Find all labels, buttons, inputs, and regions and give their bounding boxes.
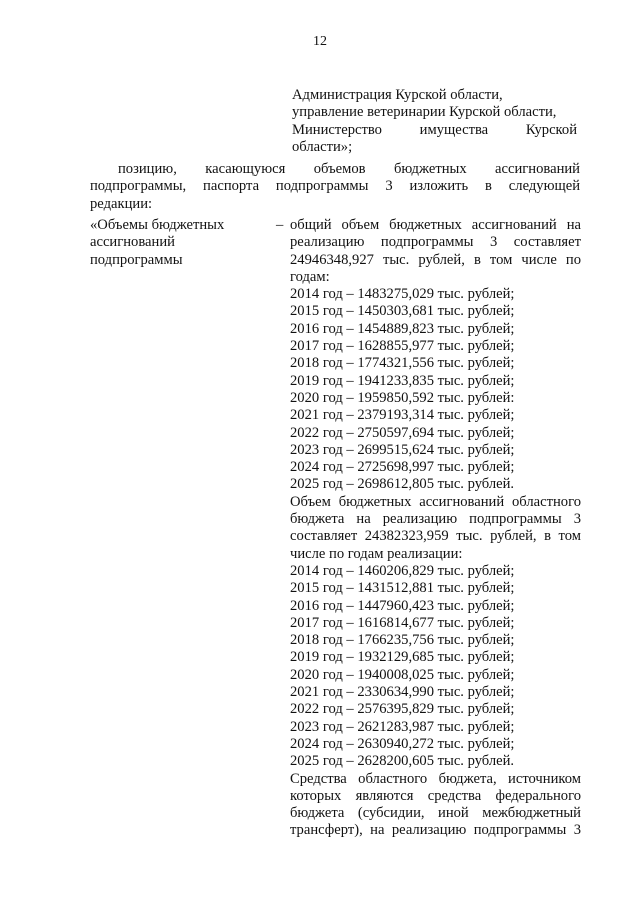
text-line: общий объем бюджетных ассигнований на	[290, 217, 581, 233]
year-label: 2021 год –	[290, 407, 354, 424]
year-amount-row	[290, 407, 581, 424]
year-amount-row	[290, 736, 581, 753]
amount-value: 2725698,997 тыс. рублей;	[353, 459, 515, 476]
year-label: 2025 год –	[290, 753, 354, 770]
year-amount-row	[290, 303, 581, 320]
amount-value: 2630940,272 тыс. рублей;	[353, 735, 515, 752]
year-label: 2016 год –	[290, 320, 354, 337]
text-line: подпрограммы, паспорта подпрограммы 3 изложить в следующей	[90, 178, 580, 195]
amount-value: 1959850,592 тыс. рублей:	[353, 389, 515, 406]
year-amount-row	[290, 684, 581, 701]
text-line: бюджета (субсидии, иной межбюджетный	[290, 805, 581, 822]
year-amount-row	[290, 390, 581, 407]
amount-value: 1941233,835 тыс. рублей;	[353, 372, 515, 389]
year-label: 2015 год –	[290, 303, 354, 320]
year-label: 2024 год –	[290, 735, 354, 752]
year-amount-row	[290, 338, 581, 355]
year-label: 2016 год –	[290, 597, 354, 614]
amount-value: 2621283,987 тыс. рублей;	[353, 718, 515, 735]
year-amount-row	[290, 719, 581, 736]
year-amount-row	[290, 459, 581, 476]
text-line: 24946348,927 тыс. рублей, в том числе по	[290, 251, 581, 268]
amount-value: 1450303,681 тыс. рублей;	[353, 303, 515, 320]
year-amount-row	[290, 425, 581, 442]
year-amount-row	[290, 442, 581, 459]
amount-value: 2330634,990 тыс. рублей;	[353, 684, 515, 701]
text-line: редакции:	[90, 195, 153, 212]
text-line: Администрация Курской области,	[292, 87, 503, 103]
year-label: 2022 год –	[290, 701, 354, 718]
text-line: годам:	[290, 268, 330, 285]
text-line: Объем бюджетных ассигнований областного	[290, 493, 581, 510]
text-line: составляет 24382323,959 тыс. рублей, в том	[290, 528, 581, 545]
amount-value: 1628855,977 тыс. рублей;	[353, 338, 515, 355]
amount-value: 2628200,605 тыс. рублей.	[353, 753, 515, 770]
year-amount-row	[290, 701, 581, 718]
year-label: 2019 год –	[290, 649, 354, 666]
responsible-executors-block	[292, 87, 577, 156]
year-amount-row	[290, 286, 581, 303]
year-amount-row	[290, 649, 581, 666]
amount-value: 2699515,624 тыс. рублей;	[353, 441, 515, 458]
amendment-paragraph	[90, 161, 580, 213]
year-amount-row	[290, 615, 581, 632]
amount-value: 2379193,314 тыс. рублей;	[353, 407, 515, 424]
year-amount-row	[290, 632, 581, 649]
amount-value: 2698612,805 тыс. рублей.	[353, 476, 515, 493]
regional-years-list	[290, 563, 581, 771]
year-amount-row	[290, 373, 581, 390]
amount-value: 2750597,694 тыс. рублей;	[353, 424, 515, 441]
year-amount-row	[290, 321, 581, 338]
text-line: реализацию подпрограммы 3 составляет	[290, 234, 581, 251]
year-label: 2020 год –	[290, 666, 354, 683]
amount-value: 1483275,029 тыс. рублей;	[353, 286, 515, 303]
year-amount-row	[290, 476, 581, 493]
passport-value-column	[290, 217, 581, 840]
year-label: 2023 год –	[290, 441, 354, 458]
year-label: 2022 год –	[290, 424, 354, 441]
text-line: числе по годам реализации:	[290, 545, 463, 562]
amount-value: 2576395,829 тыс. рублей;	[353, 701, 515, 718]
label-line: «Объемы бюджетных	[90, 217, 225, 233]
year-label: 2021 год –	[290, 684, 354, 701]
label-line: подпрограммы	[90, 251, 183, 268]
amount-value: 1616814,677 тыс. рублей;	[353, 614, 515, 631]
text-line: которых являются средства федерального	[290, 787, 581, 804]
text-line: позицию, касающуюся объемов бюджетных ассигнований	[118, 161, 580, 177]
year-amount-row	[290, 667, 581, 684]
page-number: 12	[313, 34, 327, 49]
year-label: 2017 год –	[290, 614, 354, 631]
passport-label-column	[90, 217, 260, 269]
year-label: 2014 год –	[290, 286, 354, 303]
amount-value: 1766235,756 тыс. рублей;	[353, 632, 515, 649]
year-amount-row	[290, 355, 581, 372]
amount-value: 1454889,823 тыс. рублей;	[353, 320, 515, 337]
text-line: бюджета на реализацию подпрограммы 3	[290, 511, 581, 528]
amount-value: 1774321,556 тыс. рублей;	[353, 355, 515, 372]
year-label: 2024 год –	[290, 459, 354, 476]
year-label: 2018 год –	[290, 355, 354, 372]
year-amount-row	[290, 580, 581, 597]
year-amount-row	[290, 563, 581, 580]
year-label: 2015 год –	[290, 580, 354, 597]
year-amount-row	[290, 753, 581, 770]
year-label: 2017 год –	[290, 338, 354, 355]
total-years-list	[290, 286, 581, 494]
year-label: 2020 год –	[290, 389, 354, 406]
dash-separator: –	[276, 217, 284, 233]
year-label: 2019 год –	[290, 372, 354, 389]
amount-value: 1447960,423 тыс. рублей;	[353, 597, 515, 614]
label-line: ассигнований	[90, 234, 175, 251]
year-label: 2023 год –	[290, 718, 354, 735]
text-line: управление ветеринарии Курской области,	[292, 104, 557, 121]
text-line: области»;	[292, 138, 353, 155]
amount-value: 1460206,829 тыс. рублей;	[353, 562, 515, 579]
amount-value: 1932129,685 тыс. рублей;	[353, 649, 515, 666]
text-line: трансферт), на реализацию подпрограммы 3	[290, 822, 581, 839]
text-line: Средства областного бюджета, источником	[290, 770, 581, 787]
text-line: Министерство имущества Курской	[292, 121, 577, 138]
amount-value: 1431512,881 тыс. рублей;	[353, 580, 515, 597]
year-amount-row	[290, 598, 581, 615]
year-label: 2025 год –	[290, 476, 354, 493]
year-label: 2014 год –	[290, 562, 354, 579]
year-label: 2018 год –	[290, 632, 354, 649]
amount-value: 1940008,025 тыс. рублей;	[353, 666, 515, 683]
